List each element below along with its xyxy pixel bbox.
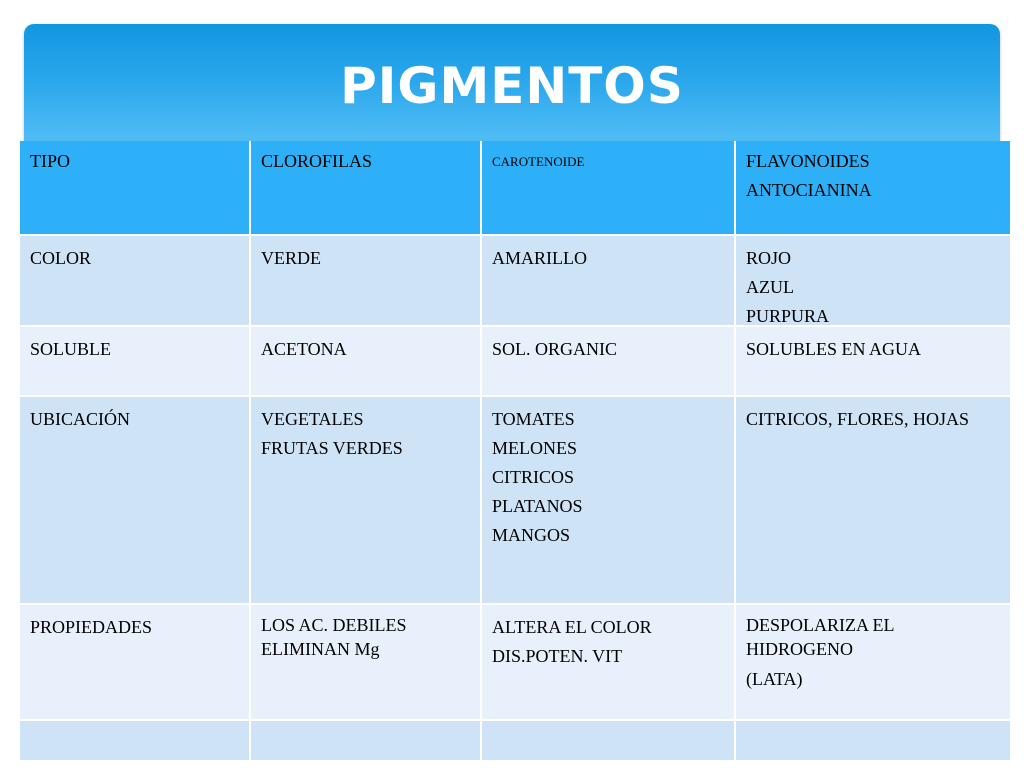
table-cell [251,605,480,719]
cell-text: CITRICOS, FLORES, HOJAS [746,409,970,429]
table-cell-row-label [20,605,249,719]
cell-text: CAROTENOIDE [492,154,585,169]
table-cell [482,397,734,603]
table-cell [251,327,480,395]
table-cell [482,327,734,395]
table-cell-row-label [20,397,249,603]
cell-text: AMARILLO [492,248,587,268]
table-header-cell-clorofilas [251,141,480,234]
table-cell-row-label [20,327,249,395]
cell-text: MELONES [492,438,577,458]
table-cell [736,397,1010,603]
cell-text: LOS AC. DEBILES ELIMINAN Mg [261,615,407,659]
table-cell [251,236,480,325]
pigments-table [20,141,1004,750]
page-title: PIGMENTOS [340,57,684,115]
table-cell [251,397,480,603]
cell-text: AZUL [746,277,794,297]
table-cell [736,236,1010,325]
cell-text: SOLUBLES EN AGUA [746,339,922,359]
cell-text: VERDE [261,248,321,268]
cell-text: VEGETALES [261,409,364,429]
cell-text: PROPIEDADES [30,617,153,637]
cell-text: TIPO [30,151,70,171]
table-cell [736,605,1010,719]
cell-text: DIS.POTEN. VIT [492,646,623,666]
table-cell [482,605,734,719]
cell-text: TOMATES [492,409,575,429]
table-header-cell-flavonoides [736,141,1010,234]
table-cell [736,327,1010,395]
table-cell-row-label [20,236,249,325]
table-cell-empty [482,721,734,760]
cell-text: PLATANOS [492,496,583,516]
cell-text: FRUTAS VERDES [261,438,403,458]
cell-text: CITRICOS [492,467,575,487]
cell-text: ANTOCIANINA [746,180,872,200]
cell-text: ROJO [746,248,792,268]
cell-text: ALTERA EL COLOR [492,617,652,637]
cell-text: DESPOLARIZA EL HIDROGENO [746,615,894,659]
cell-text: ACETONA [261,339,347,359]
table-header-cell-tipo [20,141,249,234]
cell-text: CLOROFILAS [261,151,373,171]
cell-text: UBICACIÓN [30,409,131,429]
cell-text: COLOR [30,248,92,268]
table-header-cell-carotenoide [482,141,734,234]
table-cell-empty [736,721,1010,760]
cell-text: FLAVONOIDES [746,151,870,171]
cell-text: (LATA) [746,669,803,689]
cell-text: SOLUBLE [30,339,111,359]
cell-text: PURPURA [746,306,830,326]
table-cell-empty [20,721,249,760]
cell-text: SOL. ORGANIC [492,339,618,359]
cell-text: MANGOS [492,525,571,545]
table-cell [482,236,734,325]
table-cell-empty [251,721,480,760]
